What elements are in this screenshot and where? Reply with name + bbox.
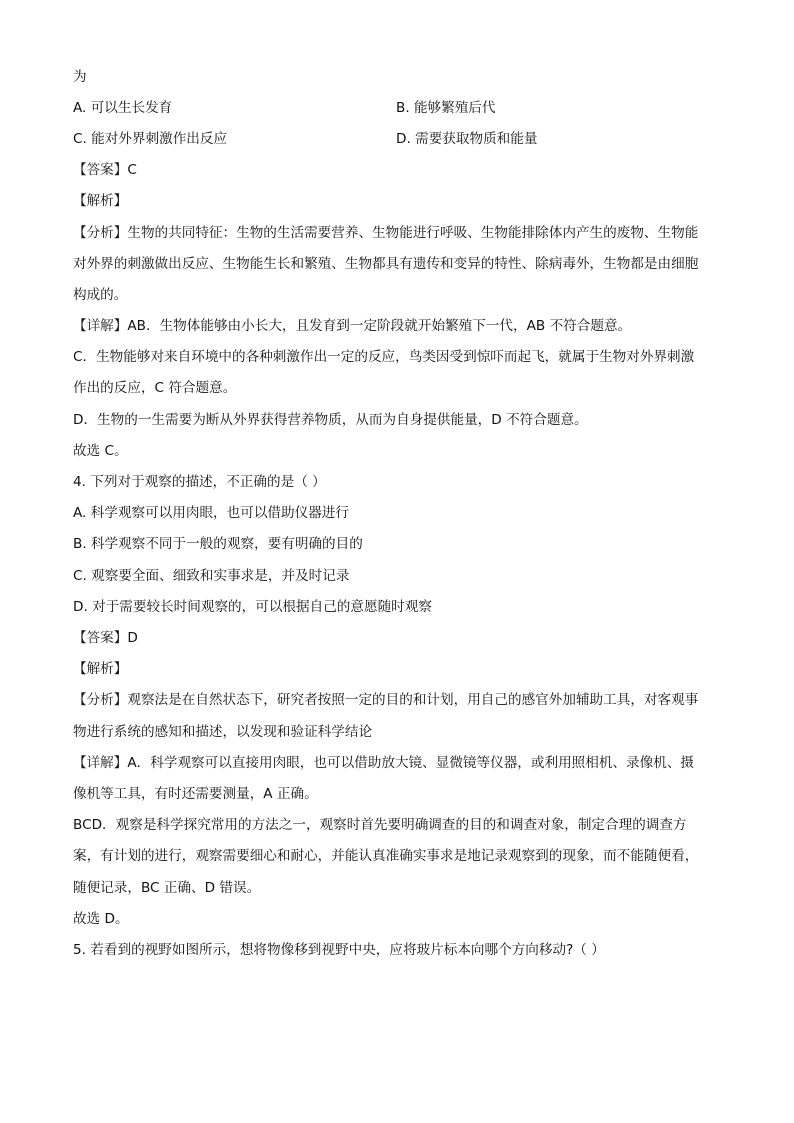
q4-xiangjie-line-5: 随便记录，BC 正确、D 错误。 — [73, 880, 261, 896]
q3-fenxi-text-1: 生物的共同特征：生物的生活需要营养、生物能进行呼吸、生物能排除体内产生的废物、生物能 — [127, 225, 699, 241]
q3-fenxi-line-1 — [73, 224, 698, 242]
q3-fenxi-line-3: 构成的。 — [73, 287, 128, 303]
q4-answer-value: D — [127, 630, 138, 646]
q3-fenxi-line-2: 对外界的刺激做出反应、生物能生长和繁殖、生物都具有遗传和变异的特性、除病毒外，生物都是由细胞 — [73, 256, 699, 272]
q3-option-b: B. 能够繁殖后代 — [396, 100, 496, 116]
q3-option-a: A. 可以生长发育 — [73, 100, 173, 116]
q4-answer-line — [73, 629, 138, 647]
q4-xiangjie-line-3: BCD．观察是科学探究常用的方法之一，观察时首先要明确调查的目的和调查对象，制定合理的调查方 — [73, 817, 687, 833]
q3-option-d: D. 需要获取物质和能量 — [396, 131, 538, 147]
q4-stem: 4. 下列对于观察的描述，不正确的是（ ） — [73, 474, 326, 490]
q5-stem: 5. 若看到的视野如图所示，想将物像移到视野中央，应将玻片标本向哪个方向移动?（ ） — [73, 942, 605, 958]
q3-option-c: C. 能对外界刺激作出反应 — [73, 131, 228, 147]
q4-xiangjie-line-1 — [73, 754, 694, 772]
q3-xiangjie-tag: 【详解】 — [73, 318, 128, 334]
q4-option-b: B. 科学观察不同于一般的观察，要有明确的目的 — [73, 536, 363, 552]
q3-xiangjie-line-4: D．生物的一生需要为断从外界获得营养物质，从而为自身提供能量，D 不符合题意。 — [73, 412, 588, 428]
q3-xiangjie-line-1 — [73, 317, 631, 335]
q3-stem-tail: 为 — [73, 69, 87, 85]
q4-option-a: A. 科学观察可以用肉眼，也可以借助仪器进行 — [73, 505, 349, 521]
q4-conclusion: 故选 D。 — [73, 911, 129, 927]
q3-analysis-tag: 【解析】 — [73, 193, 128, 209]
q3-xiangjie-line-3: 作出的反应，C 符合题意。 — [73, 380, 237, 396]
q4-fenxi-line-2: 物进行系统的感知和描述，以发现和验证科学结论 — [73, 724, 373, 740]
q4-xiangjie-tag: 【详解】 — [73, 755, 128, 771]
q3-answer-tag: 【答案】 — [73, 162, 128, 178]
q3-xiangjie-text-1: AB．生物体能够由小长大，且发育到一定阶段就开始繁殖下一代，AB 不符合题意。 — [127, 318, 632, 334]
q4-option-d: D. 对于需要较长时间观察的，可以根据自己的意愿随时观察 — [73, 599, 432, 615]
q4-xiangjie-text-1: A．科学观察可以直接用肉眼，也可以借助放大镜、显微镜等仪器，或利用照相机、录像机、摄 — [127, 755, 695, 771]
q3-fenxi-tag: 【分析】 — [73, 225, 128, 241]
q4-answer-tag: 【答案】 — [73, 630, 128, 646]
q3-answer-value: C — [127, 162, 137, 178]
q4-fenxi-tag: 【分析】 — [73, 692, 128, 708]
q4-analysis-tag: 【解析】 — [73, 661, 128, 677]
q3-conclusion: 故选 C。 — [73, 443, 128, 459]
q4-fenxi-text-1: 观察法是在自然状态下，研究者按照一定的目的和计划，用自己的感官外加辅助工具，对客观事 — [127, 692, 699, 708]
q3-xiangjie-line-2: C．生物能够对来自环境中的各种刺激作出一定的反应，鸟类因受到惊吓而起飞，就属于生物对外界刺激 — [73, 349, 695, 365]
q4-xiangjie-line-2: 像机等工具，有时还需要测量，A 正确。 — [73, 786, 318, 802]
q4-option-c: C. 观察要全面、细致和实事求是，并及时记录 — [73, 568, 350, 584]
q4-fenxi-line-1 — [73, 691, 698, 709]
q3-answer-line — [73, 161, 137, 179]
q4-xiangjie-line-4: 案，有计划的进行，观察需要细心和耐心，并能认真准确实事求是地记录观察到的现象，而不能随便看， — [73, 848, 699, 864]
